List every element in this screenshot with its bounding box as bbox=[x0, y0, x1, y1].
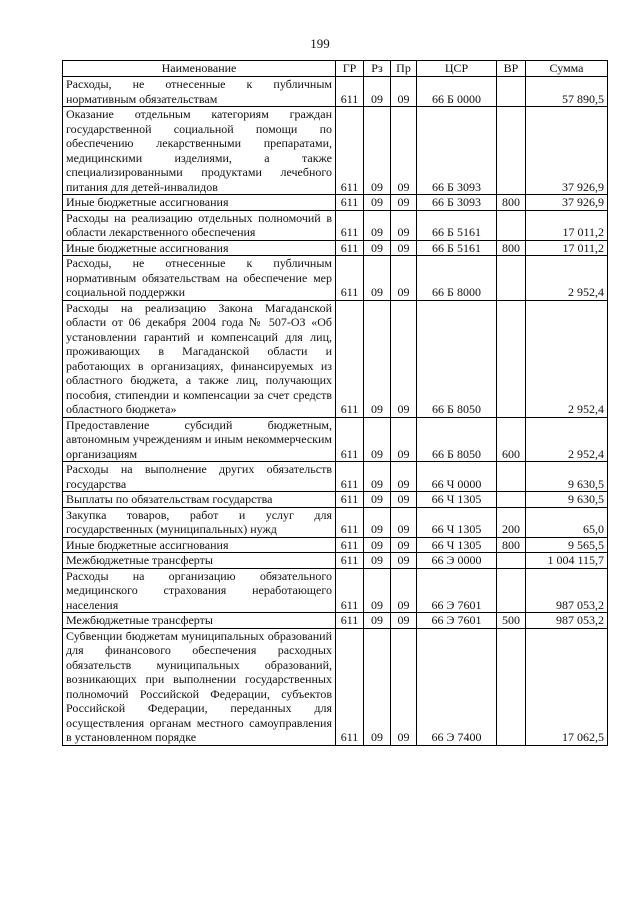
row-csr: 66 Э 0000 bbox=[417, 553, 497, 569]
row-pr: 09 bbox=[391, 256, 417, 301]
row-sum: 2 952,4 bbox=[526, 300, 608, 417]
row-csr: 66 Э 7400 bbox=[417, 628, 497, 745]
row-rz: 09 bbox=[364, 210, 391, 240]
row-vr bbox=[497, 107, 526, 195]
row-vr bbox=[497, 300, 526, 417]
row-rz: 09 bbox=[364, 240, 391, 256]
row-name: Межбюджетные трансферты bbox=[63, 613, 336, 629]
row-vr: 800 bbox=[497, 195, 526, 211]
row-gr: 611 bbox=[336, 537, 364, 553]
row-pr: 09 bbox=[391, 77, 417, 107]
table-row bbox=[63, 240, 608, 256]
table-row bbox=[63, 568, 608, 613]
row-vr bbox=[497, 492, 526, 508]
row-vr bbox=[497, 568, 526, 613]
row-gr: 611 bbox=[336, 300, 364, 417]
row-rz: 09 bbox=[364, 537, 391, 553]
row-csr: 66 Ч 1305 bbox=[417, 537, 497, 553]
page-number: 199 bbox=[310, 36, 330, 51]
row-name: Закупка товаров, работ и услуг для государственных (муниципальных) нужд bbox=[63, 507, 336, 537]
table-row bbox=[63, 107, 608, 195]
row-vr: 500 bbox=[497, 613, 526, 629]
row-pr: 09 bbox=[391, 195, 417, 211]
row-rz: 09 bbox=[364, 300, 391, 417]
row-pr: 09 bbox=[391, 462, 417, 492]
row-pr: 09 bbox=[391, 300, 417, 417]
table-row bbox=[63, 462, 608, 492]
header-sum: Сумма bbox=[526, 61, 608, 77]
row-name: Расходы, не отнесенные к публичным нормативным обязательствам bbox=[63, 77, 336, 107]
row-vr bbox=[497, 553, 526, 569]
row-sum: 987 053,2 bbox=[526, 613, 608, 629]
header-row bbox=[63, 61, 608, 77]
row-sum: 9 630,5 bbox=[526, 462, 608, 492]
row-rz: 09 bbox=[364, 195, 391, 211]
row-gr: 611 bbox=[336, 492, 364, 508]
row-csr: 66 Э 7601 bbox=[417, 613, 497, 629]
header-csr: ЦСР bbox=[417, 61, 497, 77]
row-name: Выплаты по обязательствам государства bbox=[63, 492, 336, 508]
row-name: Иные бюджетные ассигнования bbox=[63, 537, 336, 553]
table-row bbox=[63, 492, 608, 508]
row-pr: 09 bbox=[391, 492, 417, 508]
header-vr: ВР bbox=[497, 61, 526, 77]
row-csr: 66 Ч 0000 bbox=[417, 462, 497, 492]
row-pr: 09 bbox=[391, 507, 417, 537]
table-row bbox=[63, 417, 608, 462]
row-rz: 09 bbox=[364, 553, 391, 569]
row-pr: 09 bbox=[391, 628, 417, 745]
row-sum: 37 926,9 bbox=[526, 195, 608, 211]
row-vr bbox=[497, 256, 526, 301]
row-gr: 611 bbox=[336, 256, 364, 301]
table-row bbox=[63, 507, 608, 537]
row-rz: 09 bbox=[364, 568, 391, 613]
row-csr: 66 Б 0000 bbox=[417, 77, 497, 107]
row-rz: 09 bbox=[364, 492, 391, 508]
row-pr: 09 bbox=[391, 210, 417, 240]
row-sum: 17 011,2 bbox=[526, 240, 608, 256]
table-row bbox=[63, 195, 608, 211]
row-csr: 66 Б 5161 bbox=[417, 210, 497, 240]
row-gr: 611 bbox=[336, 568, 364, 613]
row-name: Оказание отдельным категориям граждан государственной социальной помощи по обеспечению лекарственными препаратами, медицинскими изделиями, а также специализированными продуктами лечебного питания для детей-инвалидов bbox=[63, 107, 336, 195]
table-row bbox=[63, 553, 608, 569]
row-gr: 611 bbox=[336, 613, 364, 629]
row-rz: 09 bbox=[364, 417, 391, 462]
budget-table bbox=[62, 60, 608, 746]
row-vr: 600 bbox=[497, 417, 526, 462]
row-rz: 09 bbox=[364, 507, 391, 537]
row-csr: 66 Б 3093 bbox=[417, 107, 497, 195]
row-vr bbox=[497, 628, 526, 745]
row-rz: 09 bbox=[364, 628, 391, 745]
row-name: Предоставление субсидий бюджетным, автономным учреждениям и иным некоммерческим организациям bbox=[63, 417, 336, 462]
row-name: Расходы на реализацию Закона Магаданской области от 06 декабря 2004 года № 507-ОЗ «Об установлении гарантий и компенсаций для лиц, проживающих в Магаданской области и работающих в организациях, финансируемых из областного бюджета, а также лиц, получающих пособия, стипендии и компенсации за счет средств областного бюджета» bbox=[63, 300, 336, 417]
table-row bbox=[63, 537, 608, 553]
row-gr: 611 bbox=[336, 507, 364, 537]
row-pr: 09 bbox=[391, 537, 417, 553]
row-sum: 2 952,4 bbox=[526, 417, 608, 462]
table-row bbox=[63, 210, 608, 240]
row-sum: 37 926,9 bbox=[526, 107, 608, 195]
row-name: Расходы на организацию обязательного медицинского страхования неработающего населения bbox=[63, 568, 336, 613]
header-rz: Рз bbox=[364, 61, 391, 77]
table-row bbox=[63, 77, 608, 107]
row-pr: 09 bbox=[391, 107, 417, 195]
table-row bbox=[63, 628, 608, 745]
row-name: Субвенции бюджетам муниципальных образований для финансового обеспечения расходных обязательств муниципальных образований, возникающих при выполнении государственных полномочий Российской Федерации, субъектов Российской Федерации, переданных для осуществления органам местного самоуправления в установленном порядке bbox=[63, 628, 336, 745]
header-pr: Пр bbox=[391, 61, 417, 77]
row-pr: 09 bbox=[391, 553, 417, 569]
row-vr: 800 bbox=[497, 537, 526, 553]
row-sum: 57 890,5 bbox=[526, 77, 608, 107]
row-pr: 09 bbox=[391, 613, 417, 629]
row-gr: 611 bbox=[336, 210, 364, 240]
row-vr: 800 bbox=[497, 240, 526, 256]
row-name: Расходы, не отнесенные к публичным нормативным обязательствам на обеспечение мер социальной поддержки bbox=[63, 256, 336, 301]
table-row bbox=[63, 256, 608, 301]
row-rz: 09 bbox=[364, 462, 391, 492]
row-gr: 611 bbox=[336, 77, 364, 107]
row-rz: 09 bbox=[364, 107, 391, 195]
row-sum: 9 565,5 bbox=[526, 537, 608, 553]
row-name: Иные бюджетные ассигнования bbox=[63, 195, 336, 211]
row-name: Расходы на выполнение других обязательств государства bbox=[63, 462, 336, 492]
row-gr: 611 bbox=[336, 195, 364, 211]
row-gr: 611 bbox=[336, 240, 364, 256]
row-csr: 66 Б 8050 bbox=[417, 300, 497, 417]
row-csr: 66 Э 7601 bbox=[417, 568, 497, 613]
row-csr: 66 Б 8000 bbox=[417, 256, 497, 301]
row-pr: 09 bbox=[391, 417, 417, 462]
row-name: Расходы на реализацию отдельных полномочий в области лекарственного обеспечения bbox=[63, 210, 336, 240]
row-csr: 66 Б 3093 bbox=[417, 195, 497, 211]
table-row bbox=[63, 613, 608, 629]
row-sum: 65,0 bbox=[526, 507, 608, 537]
row-sum: 9 630,5 bbox=[526, 492, 608, 508]
row-csr: 66 Ч 1305 bbox=[417, 507, 497, 537]
row-gr: 611 bbox=[336, 628, 364, 745]
header-gr: ГР bbox=[336, 61, 364, 77]
row-sum: 2 952,4 bbox=[526, 256, 608, 301]
row-csr: 66 Б 5161 bbox=[417, 240, 497, 256]
row-name: Межбюджетные трансферты bbox=[63, 553, 336, 569]
row-gr: 611 bbox=[336, 553, 364, 569]
row-sum: 987 053,2 bbox=[526, 568, 608, 613]
row-rz: 09 bbox=[364, 613, 391, 629]
row-rz: 09 bbox=[364, 77, 391, 107]
row-pr: 09 bbox=[391, 568, 417, 613]
row-vr: 200 bbox=[497, 507, 526, 537]
row-vr bbox=[497, 462, 526, 492]
row-gr: 611 bbox=[336, 417, 364, 462]
row-gr: 611 bbox=[336, 462, 364, 492]
row-name: Иные бюджетные ассигнования bbox=[63, 240, 336, 256]
row-csr: 66 Б 8050 bbox=[417, 417, 497, 462]
row-csr: 66 Ч 1305 bbox=[417, 492, 497, 508]
row-pr: 09 bbox=[391, 240, 417, 256]
row-vr bbox=[497, 210, 526, 240]
row-sum: 1 004 115,7 bbox=[526, 553, 608, 569]
row-rz: 09 bbox=[364, 256, 391, 301]
row-vr bbox=[497, 77, 526, 107]
row-gr: 611 bbox=[336, 107, 364, 195]
row-sum: 17 011,2 bbox=[526, 210, 608, 240]
table-row bbox=[63, 300, 608, 417]
header-name: Наименование bbox=[63, 61, 336, 77]
row-sum: 17 062,5 bbox=[526, 628, 608, 745]
